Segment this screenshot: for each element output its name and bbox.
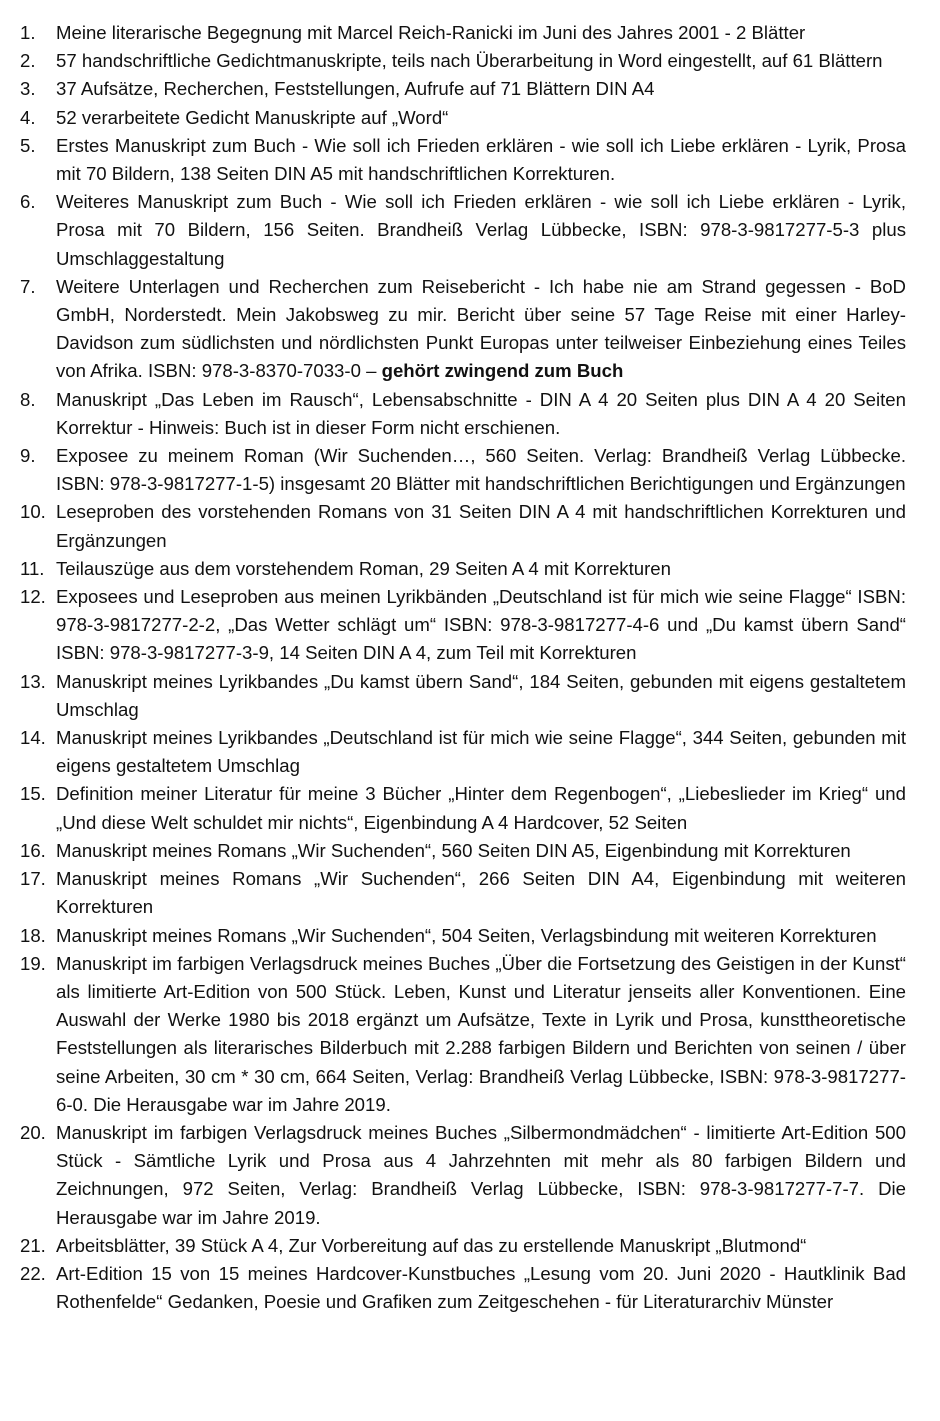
list-item — [20, 104, 906, 132]
item-text: Weiteres Manuskript zum Buch - Wie soll ich Frieden erklären - wie soll ich Liebe erklären - Lyrik, Prosa mit 70 Bildern, 156 Seiten. Brandheiß Verlag Lübbecke, ISBN: 978-3-9817277-5-3 plus Umschlaggestaltung — [56, 191, 906, 269]
item-text: Manuskript meines Romans „Wir Suchenden“, 560 Seiten DIN A5, Eigenbindung mit Korrekturen — [56, 839, 851, 861]
list-item — [20, 1232, 906, 1260]
item-text: Exposee zu meinem Roman (Wir Suchenden…, 560 Seiten. Verlag: Brandheiß Verlag Lübbecke. ISBN: 978-3-9817277-1-5) insgesamt 20 Blätter mit handschriftlichen Berichtigungen und Ergänzungen — [56, 445, 906, 495]
item-text: 57 handschriftliche Gedichtmanuskripte, teils nach Überarbeitung in Word eingestellt, auf 61 Blättern — [56, 50, 883, 72]
item-text: Leseproben des vorstehenden Romans von 31 Seiten DIN A 4 mit handschriftlichen Korrekturen und Ergänzungen — [56, 501, 906, 551]
manuscript-list — [20, 19, 906, 1316]
list-item — [20, 1260, 906, 1316]
list-item — [20, 865, 906, 921]
item-number: 2. — [20, 50, 36, 72]
item-number: 14. — [20, 727, 46, 749]
list-item — [20, 47, 906, 75]
list-item — [20, 386, 906, 442]
item-number: 1. — [20, 22, 36, 43]
item-number: 10. — [20, 501, 46, 523]
list-item — [20, 724, 906, 780]
item-text: Teilauszüge aus dem vorstehendem Roman, 29 Seiten A 4 mit Korrekturen — [56, 557, 671, 579]
item-text-bold: gehört zwingend zum Buch — [381, 360, 624, 382]
list-item — [20, 555, 906, 583]
item-number: 21. — [20, 1234, 46, 1256]
item-text: Weitere Unterlagen und Recherchen zum Reisebericht - Ich habe nie am Strand gegessen - BoD GmbH, Norderstedt. Mein Jakobsweg zu mir. Bericht über seine 57 Tage Reise mit einer Harley-Davidson zum südlichsten und nördlichsten Punkt Europas unter teilweiser Einbeziehung eines Teiles von Afrika. ISBN: 978-3-8370-7033-0 – — [56, 275, 906, 382]
list-item — [20, 668, 906, 724]
list-item — [20, 19, 906, 47]
item-text: Manuskript im farbigen Verlagsdruck meines Buches „Silbermondmädchen“ - limitierte Art-Edition 500 Stück - Sämtliche Lyrik und Prosa aus 4 Jahrzehnten mit mehr als 80 farbigen Bildern und Zeichnungen, 972 Seiten, Verlag: Brandheiß Verlag Lübbecke, ISBN: 978-3-9817277-7-7. Die Herausgabe war im Jahre 2019. — [56, 1121, 906, 1228]
item-number: 22. — [20, 1262, 46, 1284]
item-number: 13. — [20, 670, 46, 692]
list-item — [20, 498, 906, 554]
list-item — [20, 75, 906, 103]
list-item — [20, 273, 906, 386]
item-number: 17. — [20, 868, 46, 890]
item-number: 12. — [20, 586, 46, 608]
item-text: Manuskript „Das Leben im Rausch“, Lebensabschnitte - DIN A 4 20 Seiten plus DIN A 4 20 Seiten Korrektur - Hinweis: Buch ist in dieser Form nicht erschienen. — [56, 388, 906, 438]
list-item — [20, 922, 906, 950]
item-text: 52 verarbeitete Gedicht Manuskripte auf „Word“ — [56, 106, 449, 128]
list-item — [20, 442, 906, 498]
item-number: 9. — [20, 445, 36, 467]
list-item — [20, 1119, 906, 1232]
list-item — [20, 950, 906, 1119]
item-text: Erstes Manuskript zum Buch - Wie soll ich Frieden erklären - wie soll ich Liebe erklären - Lyrik, Prosa mit 70 Bildern, 138 Seiten DIN A5 mit handschriftlichen Korrekturen. — [56, 134, 906, 185]
list-item — [20, 132, 906, 188]
item-text: Manuskript im farbigen Verlagsdruck meines Buches „Über die Fortsetzung des Geistigen in der Kunst“ als limitierte Art-Edition von 500 Stück. Leben, Kunst und Literatur jenseits aller Konventionen. Eine Auswahl der Werke 1980 bis 2018 ergänzt um Aufsätze, Texte in Lyrik und Prosa, kunsttheoretische Feststellungen als literarisches Bilderbuch mit 2.288 farbigen Bildern und Berichten von seinen / über seine Arbeiten, 30 cm * 30 cm, 664 Seiten, Verlag: Brandheiß Verlag Lübbecke, ISBN: 978-3-9817277-6-0. Die Herausgabe war im Jahre 2019. — [56, 952, 906, 1115]
item-number: 18. — [20, 924, 46, 946]
item-number: 8. — [20, 388, 36, 410]
item-number: 4. — [20, 106, 36, 128]
list-item — [20, 780, 906, 836]
item-number: 6. — [20, 191, 36, 213]
item-number: 7. — [20, 275, 36, 297]
item-number: 3. — [20, 78, 36, 100]
item-text: Arbeitsblätter, 39 Stück A 4, Zur Vorbereitung auf das zu erstellende Manuskript „Blutmond“ — [56, 1234, 807, 1256]
list-item — [20, 583, 906, 668]
item-text: 37 Aufsätze, Recherchen, Feststellungen, Aufrufe auf 71 Blättern DIN A4 — [56, 78, 655, 100]
item-number: 11. — [20, 557, 45, 579]
list-item — [20, 188, 906, 273]
item-text: Manuskript meines Romans „Wir Suchenden“, 504 Seiten, Verlagsbindung mit weiteren Korrekturen — [56, 924, 877, 946]
item-text: Art-Edition 15 von 15 meines Hardcover-Kunstbuches „Lesung vom 20. Juni 2020 - Hautklinik Bad Rothenfelde“ Gedanken, Poesie und Grafiken zum Zeitgeschehen - für Literaturarchiv Münster — [56, 1262, 906, 1313]
item-text: Exposees und Leseproben aus meinen Lyrikbänden „Deutschland ist für mich wie seine Flagge“ ISBN: 978-3-9817277-2-2, „Das Wetter schlägt um“ ISBN: 978-3-9817277-4-6 und „Du kamst übern Sand“ ISBN: 978-3-9817277-3-9, 14 Seiten DIN A 4, zum Teil mit Korrekturen — [56, 586, 906, 664]
item-text: Meine literarische Begegnung mit Marcel Reich-Ranicki im Juni des Jahres 2001 - 2 Blätter — [56, 22, 806, 43]
item-number: 16. — [20, 839, 46, 861]
item-number: 5. — [20, 134, 36, 156]
item-text: Manuskript meines Lyrikbandes „Deutschland ist für mich wie seine Flagge“, 344 Seiten, gebunden mit eigens gestaltetem Umschlag — [56, 727, 906, 777]
item-text-container — [56, 273, 906, 386]
item-text: Definition meiner Literatur für meine 3 Bücher „Hinter dem Regenbogen“, „Liebeslieder im Krieg“ und „Und diese Welt schuldet mir nichts“, Eigenbindung A 4 Hardcover, 52 Seiten — [56, 783, 906, 833]
item-text: Manuskript meines Romans „Wir Suchenden“, 266 Seiten DIN A4, Eigenbindung mit weiteren Korrekturen — [56, 868, 906, 918]
item-text: Manuskript meines Lyrikbandes „Du kamst übern Sand“, 184 Seiten, gebunden mit eigens gestaltetem Umschlag — [56, 670, 906, 720]
item-number: 15. — [20, 783, 46, 805]
item-number: 19. — [20, 952, 46, 974]
list-item — [20, 837, 906, 865]
item-number: 20. — [20, 1121, 46, 1143]
